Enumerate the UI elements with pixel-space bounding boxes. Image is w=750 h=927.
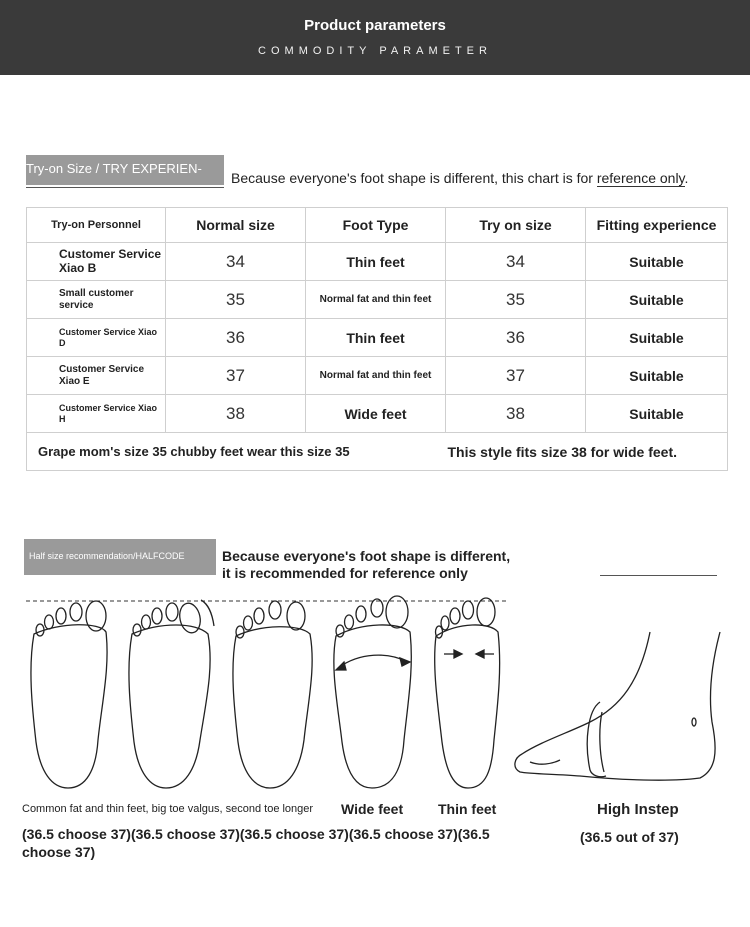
caption-thin-feet: Thin feet	[438, 801, 497, 817]
cell-foot-type: Normal fat and thin feet	[306, 281, 446, 319]
cell-try-on-size: 35	[446, 281, 586, 319]
cell-fitting: Suitable	[586, 357, 728, 395]
half-size-tag: Half size recommendation/HALFCODE	[24, 539, 216, 575]
footer-right-note: This style fits size 38 for wide feet.	[446, 433, 728, 471]
thin-foot-icon	[435, 598, 500, 788]
cell-fitting: Suitable	[586, 395, 728, 433]
tryon-note-reference: reference only	[596, 170, 685, 186]
table-header-row	[27, 208, 728, 243]
half-size-note: Because everyone's foot shape is different, it is recommended for reference only	[222, 548, 511, 581]
cell-fitting: Suitable	[586, 319, 728, 357]
col-header-fitting: Fitting experience	[586, 208, 728, 243]
cell-foot-type: Thin feet	[306, 243, 446, 281]
size-choice-note: (36.5 choose 37)(36.5 choose 37)(36.5 choose 37)(36.5 choose 37)(36.5 choose 37)	[22, 826, 490, 860]
big-toe-valgus-foot-icon	[129, 600, 214, 788]
table-row	[27, 243, 728, 281]
tryon-note	[231, 170, 688, 186]
cell-foot-type: Thin feet	[306, 319, 446, 357]
wide-foot-icon	[334, 596, 411, 788]
tryon-note-end: .	[684, 170, 689, 186]
cell-try-on-size: 37	[446, 357, 586, 395]
col-header-try-on-size: Try on size	[446, 208, 586, 243]
cell-fitting: Suitable	[586, 281, 728, 319]
cell-person: Customer Service Xiao B	[27, 243, 166, 281]
table-footer-row	[27, 433, 728, 471]
caption-high-instep: High Instep	[597, 801, 679, 818]
page-header	[0, 0, 750, 75]
cell-normal-size: 37	[166, 357, 306, 395]
foot-shape-illustrations	[0, 592, 750, 797]
tag-underline	[26, 187, 224, 188]
cell-normal-size: 34	[166, 243, 306, 281]
cell-try-on-size: 36	[446, 319, 586, 357]
common-foot-icon	[31, 601, 107, 788]
high-instep-size-note: (36.5 out of 37)	[580, 829, 679, 845]
tryon-size-tag-label: Try-on Size / TRY EXPERIEN-	[26, 161, 202, 176]
cell-fitting: Suitable	[586, 243, 728, 281]
table-row	[27, 357, 728, 395]
second-toe-longer-foot-icon	[233, 601, 312, 788]
table-row	[27, 395, 728, 433]
divider-line	[600, 575, 717, 576]
cell-try-on-size: 34	[446, 243, 586, 281]
tryon-note-text: Because everyone's foot shape is different, this chart is for	[231, 170, 597, 186]
cell-person: Customer Service Xiao E	[27, 357, 166, 395]
cell-normal-size: 36	[166, 319, 306, 357]
cell-person: Customer Service Xiao H	[27, 395, 166, 433]
cell-foot-type: Normal fat and thin feet	[306, 357, 446, 395]
cell-normal-size: 35	[166, 281, 306, 319]
tryon-size-tag	[26, 155, 224, 185]
table-row	[27, 319, 728, 357]
col-header-foot-type: Foot Type	[306, 208, 446, 243]
caption-common-feet: Common fat and thin feet, big toe valgus, second toe longer	[22, 803, 314, 815]
cell-person: Customer Service Xiao D	[27, 319, 166, 357]
col-header-normal-size: Normal size	[166, 208, 306, 243]
caption-wide-feet: Wide feet	[341, 801, 404, 817]
col-header-personnel: Try-on Personnel	[27, 208, 166, 243]
table-row	[27, 281, 728, 319]
cell-foot-type: Wide feet	[306, 395, 446, 433]
cell-try-on-size: 38	[446, 395, 586, 433]
header-title: Product parameters	[304, 17, 446, 34]
footer-left-note: Grape mom's size 35 chubby feet wear this size 35	[27, 433, 446, 471]
high-instep-foot-icon	[515, 632, 720, 780]
cell-person: Small customer service	[27, 281, 166, 319]
header-subtitle: COMMODITY PARAMETER	[258, 45, 492, 57]
size-table	[26, 207, 728, 471]
cell-normal-size: 38	[166, 395, 306, 433]
